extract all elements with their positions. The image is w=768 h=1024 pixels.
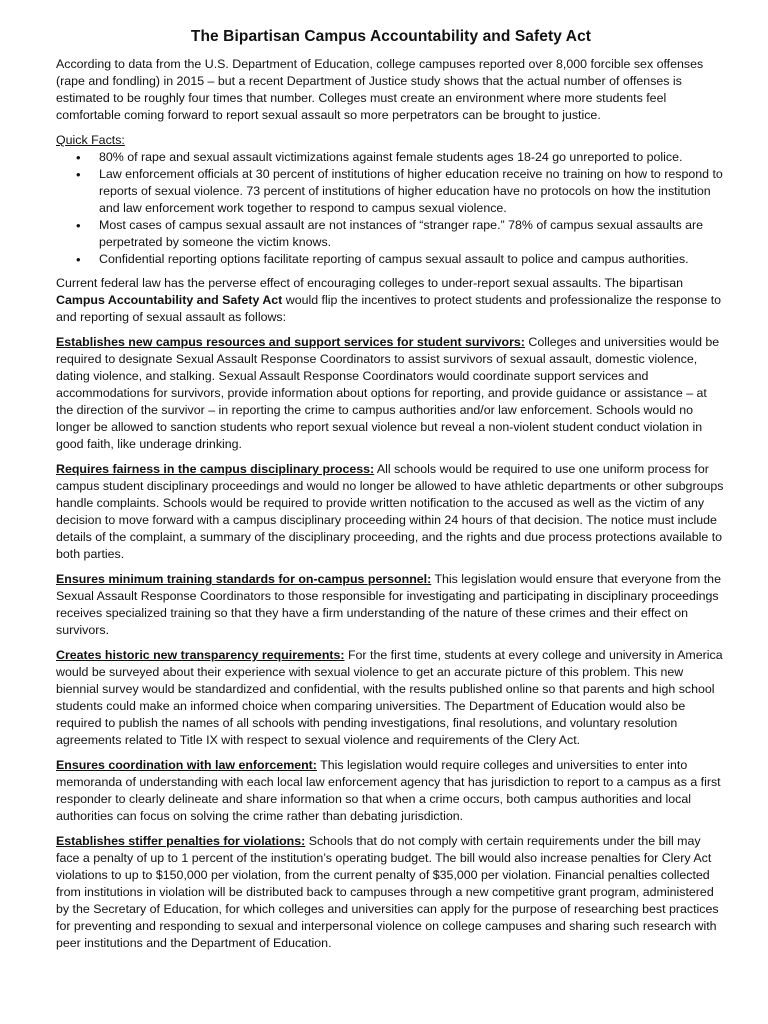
current-law-text-end: would flip the incentives to protect students and professionalize the response to and reporting of sexual assault as follows: xyxy=(56,293,722,324)
quick-facts-heading: Quick Facts: xyxy=(56,133,125,147)
current-law-text-start: Current federal law has the perverse effect of encouraging colleges to under-report sexual assaults. The bipartisan xyxy=(56,276,684,290)
section-paragraph-law-enforcement xyxy=(56,757,726,825)
section-body-fairness: All schools would be required to use one uniform process for campus student disciplinary proceedings and would no longer be allowed to have athletic departments or other subgroups handle complaints. Schools would be required to provide written notification to the accused as well as the victim of any decision to move forward with a campus disciplinary proceeding within 24 hours of that decision. The notice must include details of the complaint, a summary of the disciplinary proceeding, and the rights and due process protections available to both parties. xyxy=(56,462,724,561)
section-paragraph-fairness xyxy=(56,461,726,563)
section-paragraph-resources xyxy=(56,334,726,453)
quick-fact-item: • Law enforcement officials at 30 percent of institutions of higher education receive no training on how to respond to reports of sexual violence. 73 percent of institutions of higher education have no protocols on how the institution and law enforcement work together to respond to campus sexual violence. xyxy=(99,166,726,217)
quick-fact-item: • Most cases of campus sexual assault are not instances of “stranger rape.” 78% of campus sexual assaults are perpetrated by someone the victim knows. xyxy=(99,217,726,251)
section-body-training: This legislation would ensure that everyone from the Sexual Assault Response Coordinators to those responsible for investigating and participating in disciplinary proceedings receives specialized training so that they have a firm understanding of the nature of these crimes and their effect on survivors. xyxy=(56,572,721,637)
section-heading-penalties: Establishes stiffer penalties for violations: xyxy=(56,834,306,848)
section-paragraph-transparency xyxy=(56,647,726,749)
section-heading-transparency: Creates historic new transparency requirements: xyxy=(56,648,345,662)
quick-fact-item: • Confidential reporting options facilitate reporting of campus sexual assault to police and campus authorities. xyxy=(99,251,726,268)
section-body-resources: Colleges and universities would be required to designate Sexual Assault Response Coordinators to assist survivors of sexual assault, domestic violence, dating violence, and stalking. Sexual Assault Response Coordinators would coordinate support services and accommodations for survivors, provide information about options for reporting, and provide guidance or assistance – at the direction of the survivor – in reporting the crime to campus authorities and/or law enforcement. Schools would no longer be allowed to sanction students who report sexual violence but reveal a non-violent student conduct violation in good faith, like underage drinking. xyxy=(56,335,720,451)
section-heading-training: Ensures minimum training standards for on-campus personnel: xyxy=(56,572,432,586)
act-name: Campus Accountability and Safety Act xyxy=(56,293,283,307)
section-paragraph-penalties xyxy=(56,833,726,952)
intro-paragraph: According to data from the U.S. Department of Education, college campuses reported over 8,000 forcible sex offenses (rape and fondling) in 2015 – but a recent Department of Justice study shows that the actual number of offenses is estimated to be roughly four times that number. Colleges must create an environment where more students feel comfortable coming forward to report sexual assault so more perpetrators can be brought to justice. xyxy=(56,57,704,122)
quick-fact-item: • 80% of rape and sexual assault victimizations against female students ages 18-24 go unreported to police. xyxy=(99,149,726,166)
section-body-transparency: For the first time, students at every college and university in America would be surveyed about their experience with sexual violence to get an accurate picture of this problem. This new biennial survey would be standardized and confidential, with the results published online so that parents and high school students could make an informed choice when comparing universities. The Department of Education would also be required to publish the names of all schools with pending investigations, final resolutions, and voluntary resolution agreements related to Title IX with respect to sexual violence and requirements of the Clery Act. xyxy=(56,648,723,747)
document-title: The Bipartisan Campus Accountability and Safety Act xyxy=(190,28,592,45)
section-heading-resources: Establishes new campus resources and support services for student survivors: xyxy=(56,335,525,349)
section-body-penalties: Schools that do not comply with certain requirements under the bill may face a penalty of up to 1 percent of the institution’s operating budget. The bill would also increase penalties for Clery Act violations to up to $150,000 per violation, from the current penalty of $35,000 per violation. Financial penalties collected from institutions in violation will be distributed back to campuses through a new competitive grant program, administered by the Secretary of Education, for which colleges and universities can apply for the purpose of researching best practices for preventing and responding to sexual and interpersonal violence on college campuses and sharing such research with peer institutions and the Department of Education. xyxy=(56,834,719,950)
section-heading-fairness: Requires fairness in the campus disciplinary process: xyxy=(56,462,375,476)
section-body-law-enforcement: This legislation would require colleges and universities to enter into memoranda of understanding with each local law enforcement agency that has jurisdiction to report to a campus as a first responder to clearly delineate and share information so that when a crime occurs, both campus authorities and local authorities can focus on solving the crime rather than debating jurisdiction. xyxy=(56,758,721,823)
current-law-paragraph xyxy=(56,275,726,326)
quick-facts-list xyxy=(56,149,726,268)
section-heading-law-enforcement: Ensures coordination with law enforcement: xyxy=(56,758,317,772)
section-paragraph-training xyxy=(56,571,726,639)
